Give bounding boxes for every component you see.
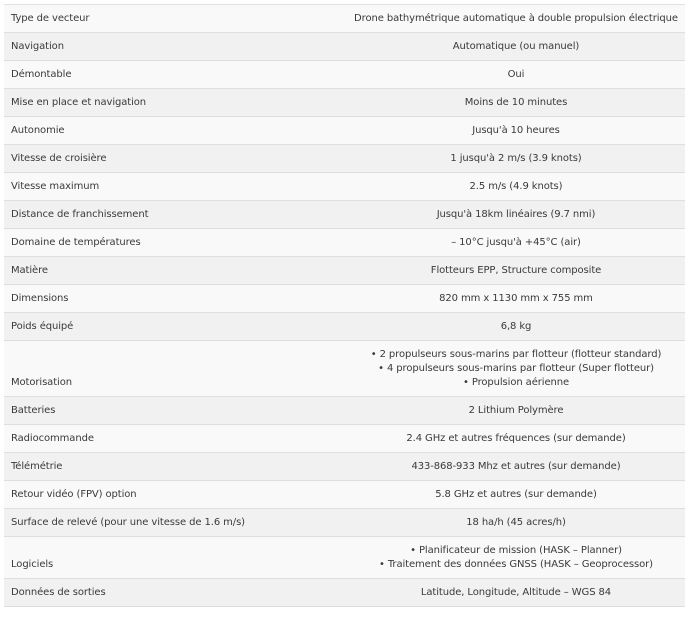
table-row [4,397,685,425]
table-row [4,61,685,89]
spec-value-list [347,341,685,397]
table-row [4,425,685,453]
spec-value: 2 Lithium Polymère [347,397,685,425]
spec-label: Données de sorties [4,579,347,607]
spec-label: Retour vidéo (FPV) option [4,481,347,509]
spec-value: 5.8 GHz et autres (sur demande) [347,481,685,509]
table-row [4,173,685,201]
table-row [4,537,685,579]
spec-value: 2.4 GHz et autres fréquences (sur demande) [347,425,685,453]
table-row [4,145,685,173]
spec-label: Logiciels [4,537,347,579]
spec-value: 6,8 kg [347,313,685,341]
spec-label: Surface de relevé (pour une vitesse de 1.6 m/s) [4,509,347,537]
spec-value: Jusqu'à 10 heures [347,117,685,145]
spec-value: Latitude, Longitude, Altitude – WGS 84 [347,579,685,607]
table-row [4,229,685,257]
spec-value-item: • Traitement des données GNSS (HASK – Geoprocessor) [379,558,653,570]
spec-label: Navigation [4,33,347,61]
table-row [4,509,685,537]
spec-value: 1 jusqu'à 2 m/s (3.9 knots) [347,145,685,173]
spec-value: 433-868-933 Mhz et autres (sur demande) [347,453,685,481]
spec-label: Démontable [4,61,347,89]
table-row [4,201,685,229]
table-row [4,313,685,341]
spec-label: Vitesse maximum [4,173,347,201]
spec-label: Mise en place et navigation [4,89,347,117]
spec-value-item: • Propulsion aérienne [462,376,570,388]
spec-label: Dimensions [4,285,347,313]
spec-label: Domaine de températures [4,229,347,257]
spec-value-item: • 2 propulseurs sous-marins par flotteur (flotteur standard) [370,348,662,360]
table-row [4,33,685,61]
spec-value: 820 mm x 1130 mm x 755 mm [347,285,685,313]
spec-label: Motorisation [4,341,347,397]
spec-value: 2.5 m/s (4.9 knots) [347,173,685,201]
specifications-table [4,4,685,607]
table-row [4,89,685,117]
spec-value: Oui [347,61,685,89]
spec-label: Batteries [4,397,347,425]
spec-label: Télémétrie [4,453,347,481]
table-row [4,117,685,145]
spec-value: Flotteurs EPP, Structure composite [347,257,685,285]
table-row [4,579,685,607]
spec-value-list [347,537,685,579]
spec-label: Poids équipé [4,313,347,341]
spec-value: – 10°C jusqu'à +45°C (air) [347,229,685,257]
spec-value-item: • Planificateur de mission (HASK – Planner) [410,544,622,556]
table-row [4,481,685,509]
spec-value-item: • 4 propulseurs sous-marins par flotteur (Super flotteur) [378,362,654,374]
table-row [4,5,685,33]
spec-label: Type de vecteur [4,5,347,33]
table-row [4,453,685,481]
spec-value: Drone bathymétrique automatique à double propulsion électrique [347,5,685,33]
table-row [4,341,685,397]
spec-label: Vitesse de croisière [4,145,347,173]
table-row [4,257,685,285]
spec-value: Moins de 10 minutes [347,89,685,117]
spec-label: Autonomie [4,117,347,145]
spec-label: Distance de franchissement [4,201,347,229]
spec-value: Automatique (ou manuel) [347,33,685,61]
spec-value: Jusqu'à 18km linéaires (9.7 nmi) [347,201,685,229]
spec-label: Matière [4,257,347,285]
spec-value: 18 ha/h (45 acres/h) [347,509,685,537]
spec-label: Radiocommande [4,425,347,453]
table-row [4,285,685,313]
